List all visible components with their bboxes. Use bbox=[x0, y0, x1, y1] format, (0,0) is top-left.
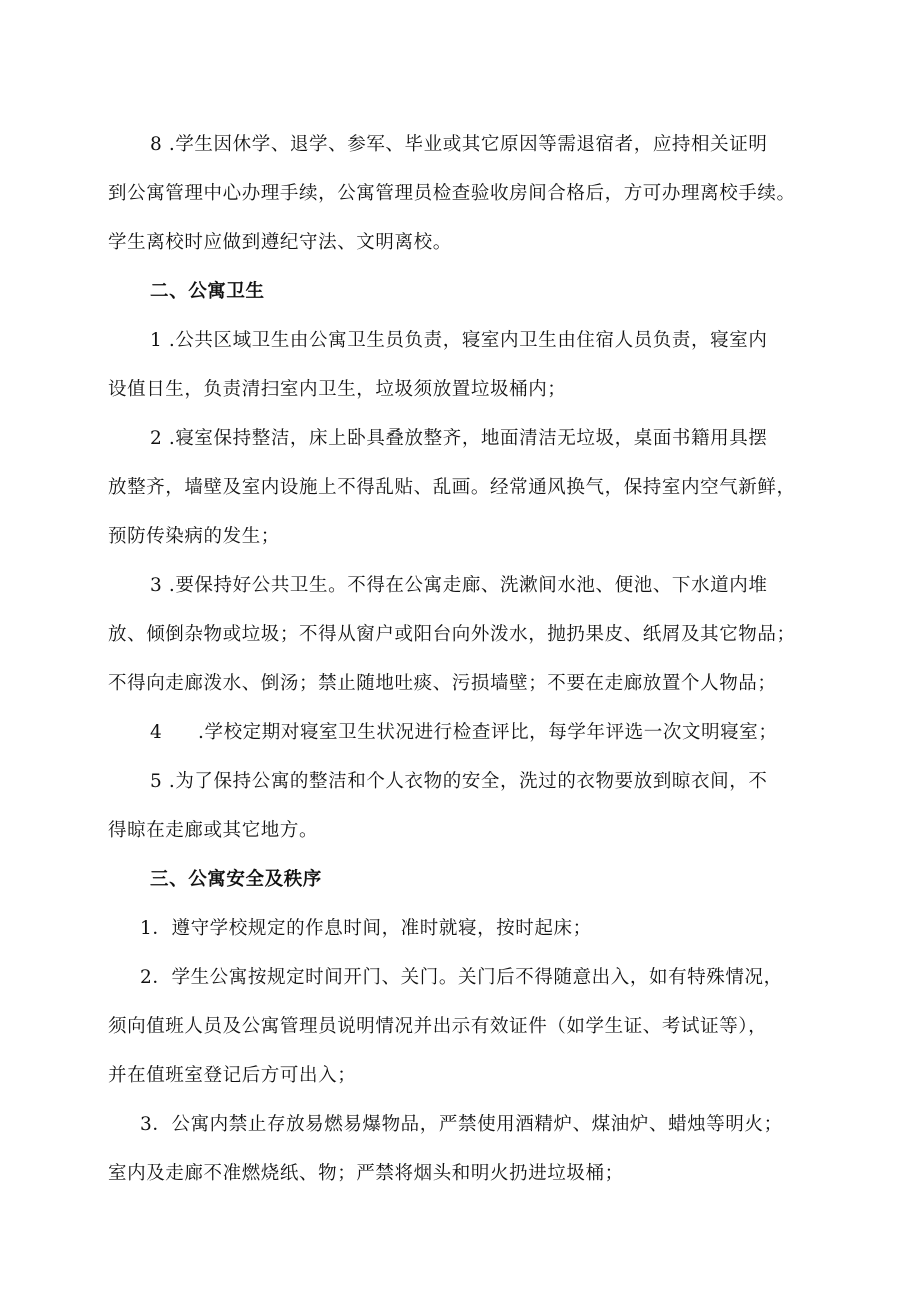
section-heading-safety: 三、公寓安全及秩序 bbox=[150, 869, 322, 890]
hygiene-item-2-line-3: 预防传染病的发生； bbox=[108, 526, 280, 547]
safety-item-3-line-2: 室内及走廊不准燃烧纸、物；严禁将烟头和明火扔进垃圾桶； bbox=[108, 1163, 624, 1184]
paragraph-8-line-2: 到公寓管理中心办理手续，公寓管理员检查验收房间合格后，方可办理离校手续。 bbox=[108, 183, 796, 204]
hygiene-item-2-line-1: 2 .寝室保持整洁，床上卧具叠放整齐，地面清洁无垃圾，桌面书籍用具摆 bbox=[150, 428, 768, 449]
safety-item-2-line-2: 须向值班人员及公寓管理员说明情况并出示有效证件（如学生证、考试证等）， bbox=[108, 1016, 768, 1037]
section-heading-hygiene: 二、公寓卫生 bbox=[150, 281, 265, 302]
paragraph-8-line-3: 学生离校时应做到遵纪守法、文明离校。 bbox=[108, 232, 452, 253]
hygiene-item-3-line-3: 不得向走廊泼水、倒汤；禁止随地吐痰、污损墙壁；不要在走廊放置个人物品； bbox=[108, 673, 777, 694]
hygiene-item-1-line-2: 设值日生，负责清扫室内卫生，垃圾须放置垃圾桶内； bbox=[108, 379, 567, 400]
safety-item-3-line-1: 3．公寓内禁止存放易燃易爆物品，严禁使用酒精炉、煤油炉、蜡烛等明火； bbox=[140, 1114, 783, 1135]
hygiene-item-5-line-2: 得晾在走廊或其它地方。 bbox=[108, 820, 319, 841]
paragraph-8-line-1: 8 .学生因休学、退学、参军、毕业或其它原因等需退宿者，应持相关证明 bbox=[150, 134, 768, 155]
hygiene-item-3-line-1: 3 .要保持好公共卫生。不得在公寓走廊、洗漱间水池、便池、下水道内堆 bbox=[150, 575, 768, 596]
hygiene-item-1-line-1: 1 .公共区域卫生由公寓卫生员负责，寝室内卫生由住宿人员负责，寝室内 bbox=[150, 330, 768, 351]
hygiene-item-5-line-1: 5 .为了保持公寓的整洁和个人衣物的安全，洗过的衣物要放到晾衣间，不 bbox=[150, 771, 768, 792]
hygiene-item-3-line-2: 放、倾倒杂物或垃圾；不得从窗户或阳台向外泼水，抛扔果皮、纸屑及其它物品； bbox=[108, 624, 796, 645]
hygiene-item-4-number: 4 bbox=[150, 722, 163, 743]
safety-item-2-line-1: 2．学生公寓按规定时间开门、关门。关门后不得随意出入，如有特殊情况， bbox=[140, 967, 783, 988]
hygiene-item-2-line-2: 放整齐，墙壁及室内设施上不得乱贴、乱画。经常通风换气，保持室内空气新鲜， bbox=[108, 477, 796, 498]
safety-item-1-line-1: 1．遵守学校规定的作息时间，准时就寝，按时起床； bbox=[140, 918, 592, 939]
hygiene-item-4-line-1: .学校定期对寝室卫生状况进行检查评比，每学年评选一次文明寝室； bbox=[198, 722, 778, 743]
safety-item-2-line-3: 并在值班室登记后方可出入； bbox=[108, 1065, 357, 1086]
